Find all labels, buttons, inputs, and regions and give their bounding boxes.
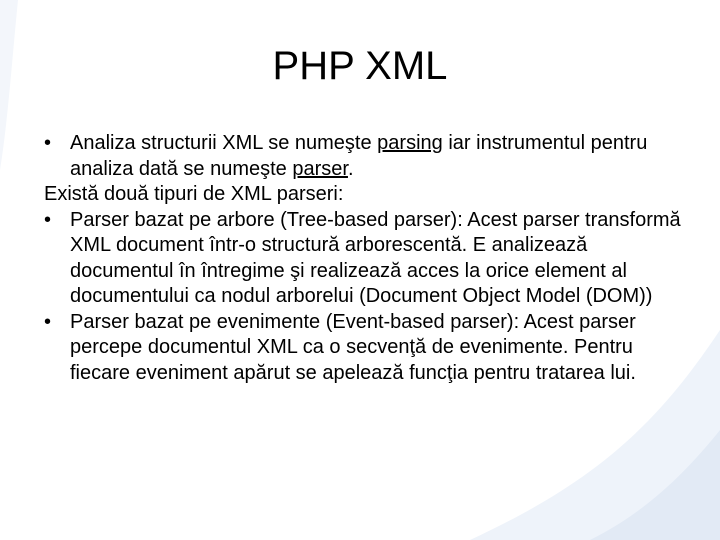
bullet-dot: • bbox=[44, 132, 52, 154]
term-parsing: parsing bbox=[377, 132, 443, 154]
intro-text-middle: iar instrumentul pentru analiza dată se numeşte bbox=[70, 132, 648, 180]
bullet-dot: • bbox=[44, 310, 52, 333]
slide-title: PHP XML bbox=[272, 44, 448, 88]
intro-text-start: Analiza structurii XML se numeşte bbox=[70, 132, 378, 154]
tree-based-text: Parser bazat pe arbore (Tree-based parser): Acest parser transformă XML document într-o structură arborescentă. E analizează documentul în întregime şi realizează acces la orice element al documentului ca nodul arborelui (Document Object Model (DOM)) bbox=[70, 208, 681, 307]
bullet-intro bbox=[44, 131, 694, 182]
intro-text-end: . bbox=[347, 157, 354, 180]
parser-types-line: Există două tipuri de XML parseri: bbox=[44, 183, 344, 205]
bullet-tree-based bbox=[44, 208, 694, 310]
term-parser: parser bbox=[292, 157, 348, 180]
slide-body bbox=[44, 131, 694, 386]
event-based-text: Parser bazat pe evenimente (Event-based parser): Acest parser percepe documentul XML ca o secvenţă de evenimente. Pentru fiecare eveniment apărut se apelează funcţia pentru tratarea lui. bbox=[70, 310, 636, 384]
bullet-dot: • bbox=[44, 208, 52, 231]
bullet-event-based bbox=[44, 310, 694, 387]
